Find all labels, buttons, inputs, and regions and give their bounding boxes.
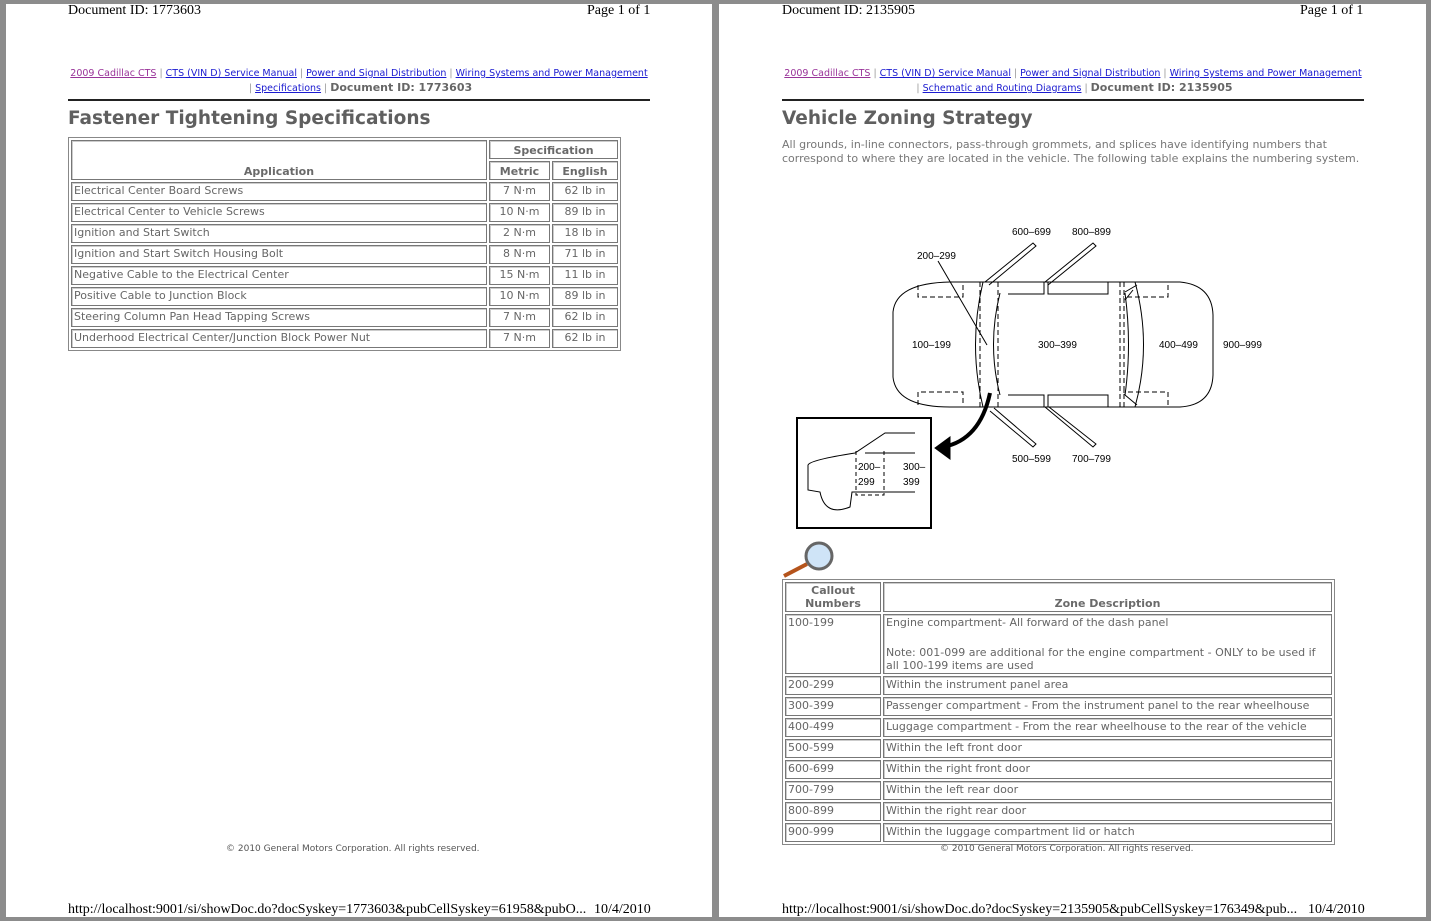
breadcrumb: 2009 Cadillac CTS | CTS (VIN D) Service Manual | Power and Signal Distribution | Wiring Systems and Power Management | Specifications | Document ID: 1773603: [70, 68, 648, 94]
breadcrumb-link[interactable]: Schematic and Routing Diagrams: [922, 83, 1082, 94]
cell-zone: [883, 781, 1332, 800]
cell-zone: [883, 676, 1332, 695]
col-header-zone: Zone Description: [883, 582, 1332, 612]
door-line-500: [990, 408, 1036, 447]
cell-callout: 100-199: [785, 614, 881, 674]
col-header-callout: Callout Numbers: [785, 582, 881, 612]
cell-english: 62 lb in: [552, 308, 618, 327]
col-header-metric: Metric: [489, 161, 550, 180]
page-title: Vehicle Zoning Strategy: [782, 108, 1033, 129]
cell-english: 62 lb in: [552, 182, 618, 201]
label-300-399: 300–399: [1038, 340, 1077, 351]
cell-zone: [883, 718, 1332, 737]
cell-metric: 7 N·m: [489, 329, 550, 348]
cell-callout: 200-299: [785, 676, 881, 695]
table-row: [785, 802, 1332, 821]
header-divider: [782, 99, 1364, 101]
breadcrumb-link[interactable]: Power and Signal Distribution: [306, 68, 447, 79]
table-row: [785, 739, 1332, 758]
rear-window: [1125, 282, 1144, 407]
cell-english: 18 lb in: [552, 224, 618, 243]
breadcrumb-doc-id: Document ID: 1773603: [330, 81, 473, 94]
zone-description: Within the right rear door: [886, 804, 1027, 817]
inset-label: 300–: [903, 462, 926, 473]
table-row: [71, 182, 618, 201]
doc-id-header: Document ID: 1773603: [68, 3, 201, 18]
cell-zone: [883, 823, 1332, 842]
copyright: © 2010 General Motors Corporation. All rights reserved.: [226, 844, 480, 854]
label-200-299: 200–299: [917, 251, 956, 262]
cell-metric: 2 N·m: [489, 224, 550, 243]
intro-paragraph: All grounds, in-line connectors, pass-through grommets, and splices have identifying numbers that correspond to where they are located in the vehicle. The following table explains the numbering system.: [782, 138, 1360, 165]
inset-label: 200–: [858, 462, 881, 473]
cell-application: Steering Column Pan Head Tapping Screws: [71, 308, 487, 327]
cell-callout: 700-799: [785, 781, 881, 800]
cell-application: Ignition and Start Switch Housing Bolt: [71, 245, 487, 264]
cell-callout: 800-899: [785, 802, 881, 821]
zone-description: Within the instrument panel area: [886, 678, 1069, 691]
cell-callout: 300-399: [785, 697, 881, 716]
breadcrumb-link[interactable]: Wiring Systems and Power Management: [1169, 68, 1362, 79]
vehicle-zoning-diagram: [780, 215, 1280, 585]
cell-metric: 10 N·m: [489, 203, 550, 222]
table-row: [71, 245, 618, 264]
cell-english: 71 lb in: [552, 245, 618, 264]
table-row: [71, 203, 618, 222]
inset-box: [797, 418, 931, 528]
fastener-spec-table: [68, 137, 621, 351]
cell-english: 89 lb in: [552, 203, 618, 222]
inset-label: 399: [903, 477, 920, 488]
breadcrumb-link[interactable]: CTS (VIN D) Service Manual: [879, 68, 1011, 79]
zone-description: Passenger compartment - From the instrument panel to the rear wheelhouse: [886, 699, 1310, 712]
cell-english: 11 lb in: [552, 266, 618, 285]
cell-zone: [883, 760, 1332, 779]
page-title: Fastener Tightening Specifications: [68, 108, 431, 129]
table-row: [785, 614, 1332, 674]
label-900-999: 900–999: [1223, 340, 1262, 351]
cell-callout: 600-699: [785, 760, 881, 779]
footer-url: http://localhost:9001/si/showDoc.do?docSyskey=1773603&pubCellSyskey=61958&pubO...: [68, 902, 587, 917]
breadcrumb-link[interactable]: Power and Signal Distribution: [1020, 68, 1161, 79]
table-row: [785, 697, 1332, 716]
cell-english: 62 lb in: [552, 329, 618, 348]
table-row: [71, 224, 618, 243]
table-row: [71, 266, 618, 285]
inset-label: 299: [858, 477, 875, 488]
label-100-199: 100–199: [912, 340, 951, 351]
door-line-800: [1045, 243, 1096, 285]
zone-description: Within the luggage compartment lid or hatch: [886, 825, 1135, 838]
cell-application: Negative Cable to the Electrical Center: [71, 266, 487, 285]
breadcrumb: 2009 Cadillac CTS | CTS (VIN D) Service Manual | Power and Signal Distribution | Wiring Systems and Power Management | Schematic and Routing Diagrams | Document ID: 2135905: [784, 68, 1362, 94]
col-header-application: Application: [71, 140, 487, 180]
cell-english: 89 lb in: [552, 287, 618, 306]
magnifier-zoom-icon[interactable]: [781, 538, 837, 580]
cell-application: Ignition and Start Switch: [71, 224, 487, 243]
cell-callout: 900-999: [785, 823, 881, 842]
cell-zone: [883, 697, 1332, 716]
cell-zone: [883, 614, 1332, 674]
windshield: [976, 282, 1001, 407]
breadcrumb-link[interactable]: CTS (VIN D) Service Manual: [165, 68, 297, 79]
footer-url: http://localhost:9001/si/showDoc.do?docSyskey=2135905&pubCellSyskey=176349&pub...: [782, 902, 1298, 917]
col-header-specification: Specification: [489, 140, 618, 159]
zone-description: Within the left front door: [886, 741, 1022, 754]
table-row: [71, 287, 618, 306]
zone-note: Note: 001-099 are additional for the engine compartment - ONLY to be used if all 100-199 items are used: [886, 646, 1316, 672]
copyright: © 2010 General Motors Corporation. All rights reserved.: [940, 844, 1194, 854]
zone-description: Within the left rear door: [886, 783, 1019, 796]
table-row: [785, 823, 1332, 842]
cell-application: Electrical Center to Vehicle Screws: [71, 203, 487, 222]
table-row: [71, 308, 618, 327]
table-row: [71, 329, 618, 348]
breadcrumb-link[interactable]: 2009 Cadillac CTS: [70, 68, 157, 79]
cell-callout: 500-599: [785, 739, 881, 758]
footer-date: 10/4/2010: [594, 902, 651, 917]
breadcrumb-link[interactable]: Specifications: [255, 83, 322, 94]
cell-application: Positive Cable to Junction Block: [71, 287, 487, 306]
cell-zone: [883, 739, 1332, 758]
page-label: Page 1 of 1: [587, 3, 651, 18]
label-400-499: 400–499: [1159, 340, 1198, 351]
label-600-699: 600–699: [1012, 227, 1051, 238]
footer-date: 10/4/2010: [1308, 902, 1365, 917]
cell-metric: 7 N·m: [489, 308, 550, 327]
cell-metric: 15 N·m: [489, 266, 550, 285]
zone-description: Engine compartment- All forward of the dash panel: [886, 616, 1169, 629]
zone-table: [782, 579, 1335, 845]
cell-metric: 10 N·m: [489, 287, 550, 306]
header-divider: [68, 99, 650, 101]
cell-metric: 8 N·m: [489, 245, 550, 264]
cell-application: Electrical Center Board Screws: [71, 182, 487, 201]
table-row: [785, 718, 1332, 737]
label-700-799: 700–799: [1072, 454, 1111, 465]
table-row: [785, 760, 1332, 779]
col-header-english: English: [552, 161, 618, 180]
door-line-700: [1045, 407, 1096, 447]
breadcrumb-link[interactable]: Wiring Systems and Power Management: [455, 68, 648, 79]
label-500-599: 500–599: [1012, 454, 1051, 465]
table-row: [785, 676, 1332, 695]
table-row: [785, 781, 1332, 800]
cell-zone: [883, 802, 1332, 821]
cell-metric: 7 N·m: [489, 182, 550, 201]
zone-description: Luggage compartment - From the rear wheelhouse to the rear of the vehicle: [886, 720, 1307, 733]
cell-application: Underhood Electrical Center/Junction Block Power Nut: [71, 329, 487, 348]
cell-callout: 400-499: [785, 718, 881, 737]
page-label: Page 1 of 1: [1300, 3, 1364, 18]
zone-description: Within the right front door: [886, 762, 1031, 775]
label-800-899: 800–899: [1072, 227, 1111, 238]
breadcrumb-doc-id: Document ID: 2135905: [1090, 81, 1233, 94]
doc-id-header: Document ID: 2135905: [782, 3, 915, 18]
breadcrumb-link[interactable]: 2009 Cadillac CTS: [784, 68, 871, 79]
door-line-600: [985, 243, 1036, 285]
